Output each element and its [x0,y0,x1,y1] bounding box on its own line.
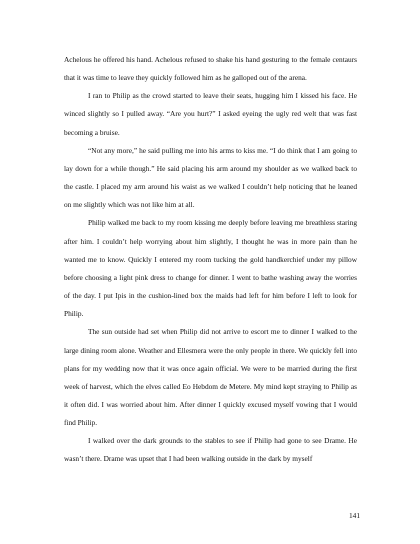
body-text [64,51,357,469]
paragraph-6: I walked over the dark grounds to the stables to see if Philip had gone to see Drame. He wasn’t there. Drame was upset that I had been walking outside in the dark by myself [64,436,357,464]
paragraph-4: Philip walked me back to my room kissing me deeply before leaving me breathless staring after him. I couldn’t help worrying about him slightly, I thought he was in more pain than he wanted me to know. Quickly I entered my room tucking the gold handkerchief under my pillow before choosing a light pink dress to change for dinner. I went to bathe washing away the worries of the day. I put Ipis in the cushion-lined box the maids had left for him before I left to look for Philip. [64,218,357,319]
page-number: 141 [348,511,360,520]
paragraph-2: I ran to Philip as the crowd started to leave their seats, hugging him I kissed his face. He winced slightly so I pulled away. “Are you hurt?” I asked eyeing the ugly red welt that was fast becoming a bruise. [64,91,357,137]
paragraph-3: “Not any more,” he said pulling me into his arms to kiss me. “I do think that I am going to lay down for a while though.” He said placing his arm around my shoulder as we walked back to the castle. I placed my arm around his waist as we walked I couldn’t help noticing that he leaned on me slightly which was not like him at all. [64,145,357,210]
paragraph-1: Achelous he offered his hand. Achelous refused to shake his hand gesturing to the female centaurs that it was time to leave they quickly followed him as he galloped out of the arena. [64,55,357,83]
paragraph-5: The sun outside had set when Philip did not arrive to escort me to dinner I walked to the large dining room alone. Weather and Ellesmera were the only people in there. We quickly fell into plans for my wedding now that it was once again official. We were to be married during the first week of harvest, which the elves called Eo Hebdom de Metere. My mind kept straying to Philip as it often did. I was worried about him. After dinner I quickly excused myself vowing that I would find Philip. [64,327,357,428]
